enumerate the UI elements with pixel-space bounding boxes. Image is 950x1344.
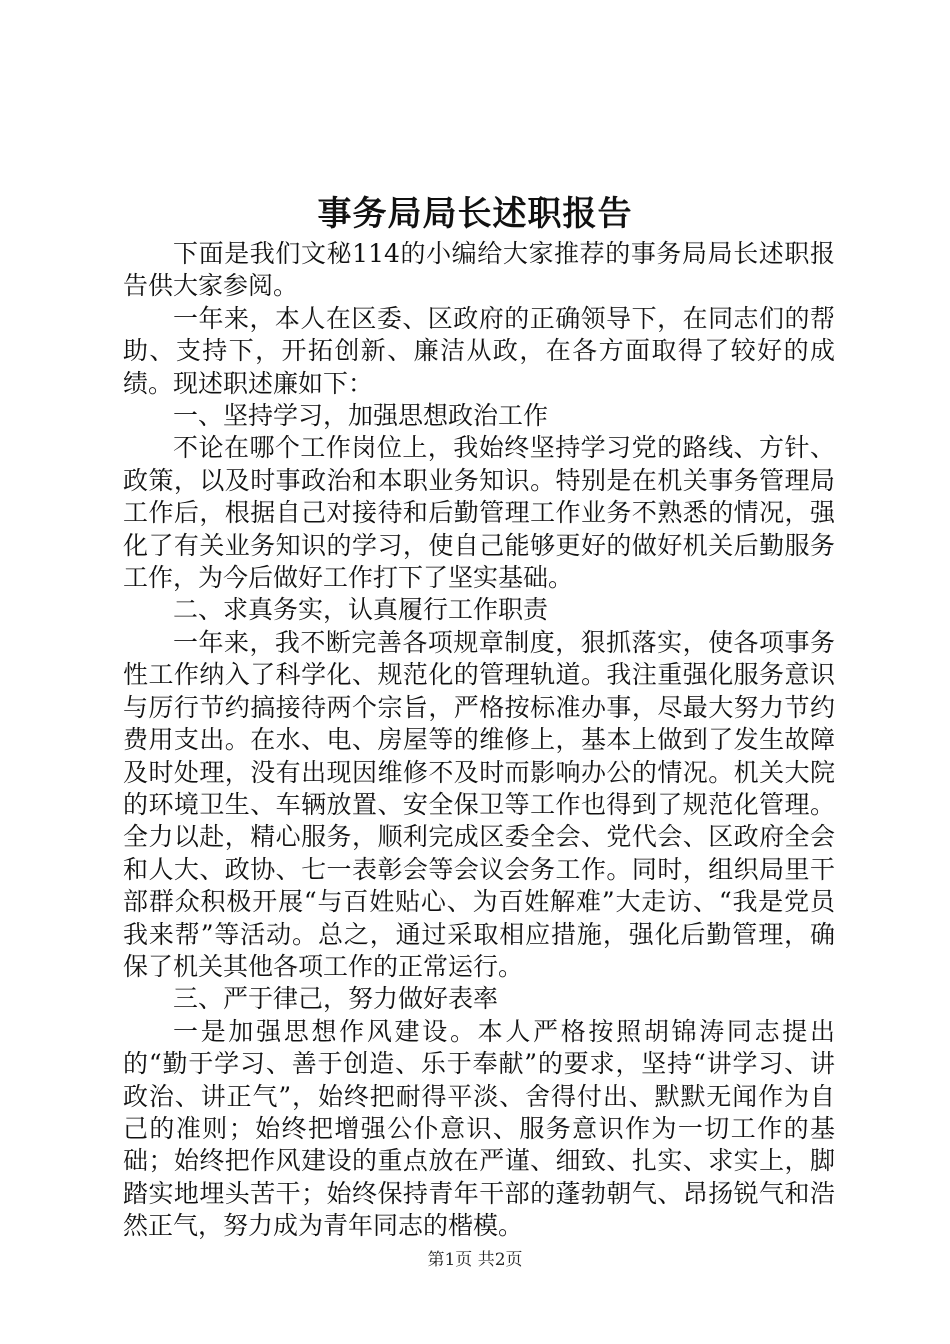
- paragraph-intro: 下面是我们文秘114的小编给大家推荐的事务局局长述职报告供大家参阅。: [123, 239, 835, 301]
- document-title: 事务局局长述职报告: [317, 194, 633, 234]
- paragraph-section-2: 一年来，我不断完善各项规章制度，狠抓落实，使各项事务性工作纳入了科学化、规范化的管理轨道。我注重强化服务意识与厉行节约搞接待两个宗旨，严格按标准办事，尽最大努力节约费用支出。在水、电、房屋等的维修上，基本上做到了发生故障及时处理，没有出现因维修不及时而影响办公的情况。机关大院的环境卫生、车辆放置、安全保卫等工作也得到了规范化管理。全力以赴，精心服务，顺利完成区委全会、党代会、区政府全会和人大、政协、七一表彰会等会议会务工作。同时，组织局里干部群众积极开展“与百姓贴心、为百姓解难”大走访、“我是党员我来帮”等活动。总之，通过采取相应措施，强化后勤管理，确保了机关其他各项工作的正常运行。: [123, 627, 835, 981]
- section-heading-2: 二、求真务实，认真履行工作职责: [173, 595, 549, 625]
- document-body: [123, 238, 835, 1243]
- section-heading-3: 三、严于律己，努力做好表率: [173, 984, 499, 1014]
- page-number-footer: 第1页 共2页: [427, 1250, 523, 1270]
- paragraph-section-3: 一是加强思想作风建设。本人严格按照胡锦涛同志提出的“勤于学习、善于创造、乐于奉献”的要求，坚持“讲学习、讲政治、讲正气”，始终把耐得平淡、舍得付出、默默无闻作为自己的准则；始终把增强公仆意识、服务意识作为一切工作的基础；始终把作风建设的重点放在严谨、细致、扎实、求实上，脚踏实地埋头苦干；始终保持青年干部的蓬勃朝气、昂扬锐气和浩然正气，努力成为青年同志的楷模。: [123, 1016, 835, 1241]
- paragraph-section-1: 不论在哪个工作岗位上，我始终坚持学习党的路线、方针、政策，以及时事政治和本职业务知识。特别是在机关事务管理局工作后，根据自己对接待和后勤管理工作业务不熟悉的情况，强化了有关业务知识的学习，使自己能够更好的做好机关后勤服务工作，为今后做好工作打下了坚实基础。: [123, 433, 835, 593]
- section-heading-1: 一、坚持学习，加强思想政治工作: [173, 401, 549, 431]
- paragraph-opening: 一年来，本人在区委、区政府的正确领导下，在同志们的帮助、支持下，开拓创新、廉洁从政，在各方面取得了较好的成绩。现述职述廉如下：: [123, 303, 835, 398]
